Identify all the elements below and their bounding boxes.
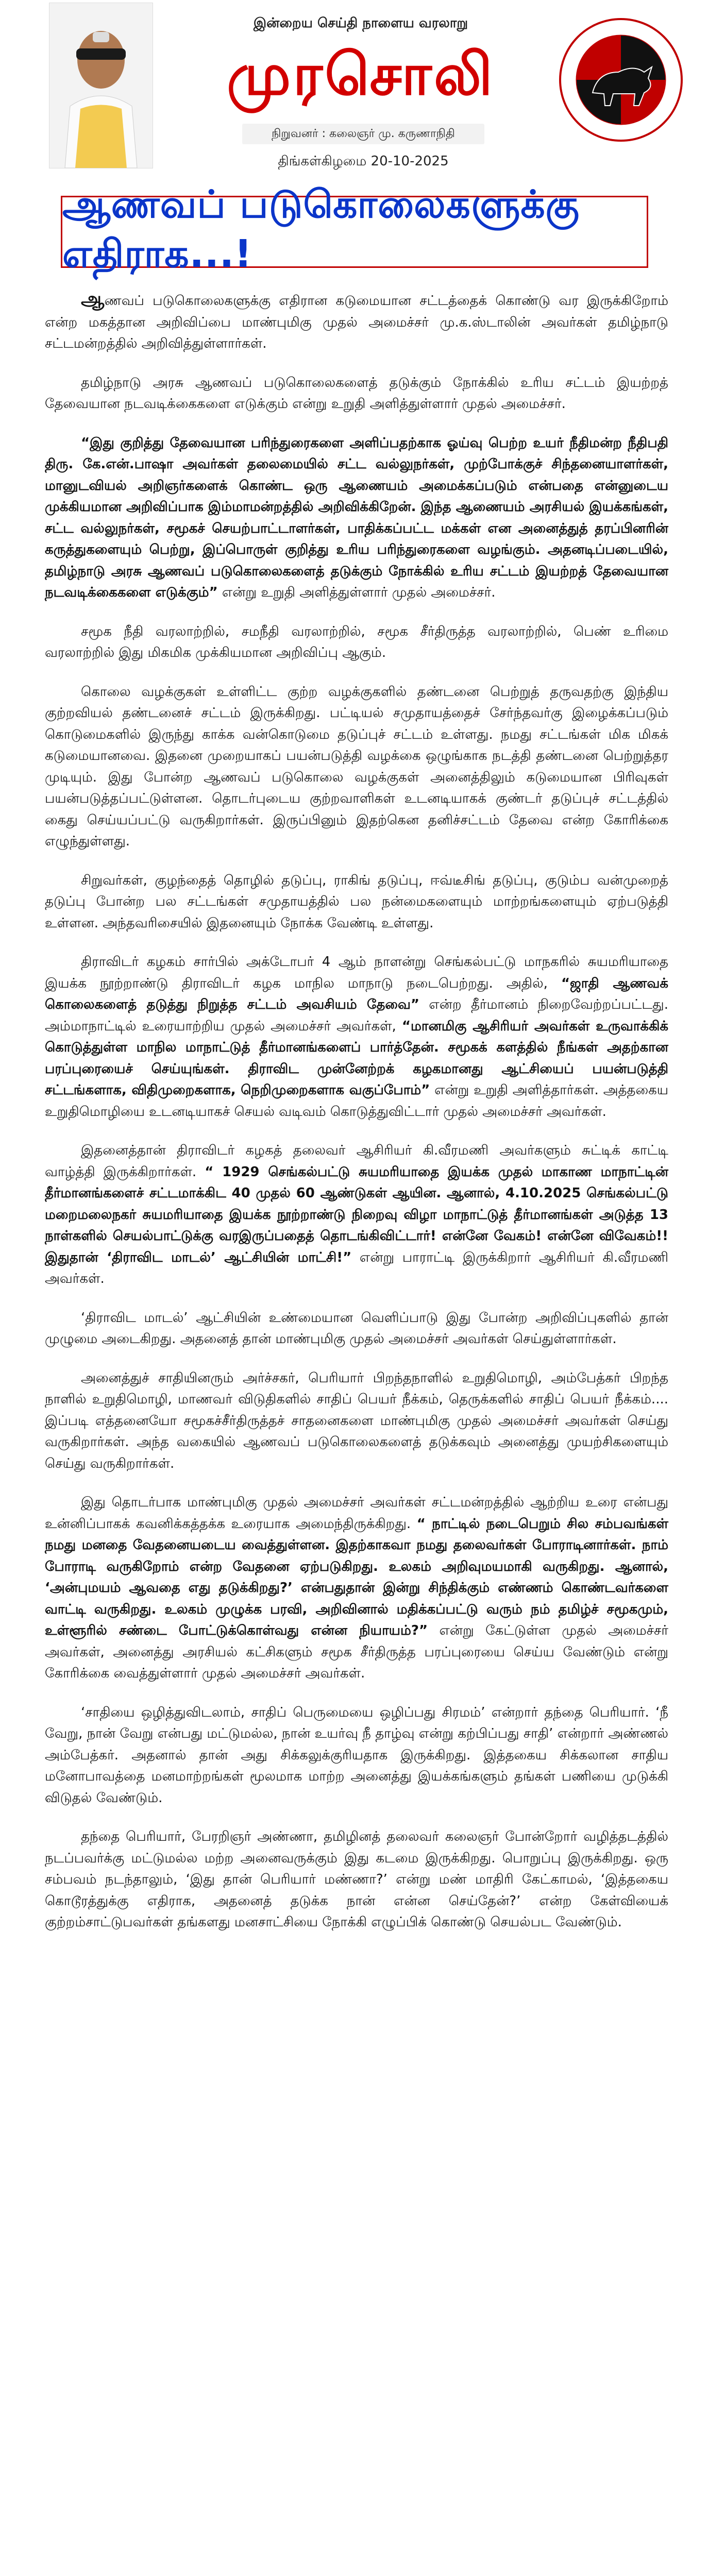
headline-box xyxy=(61,182,648,276)
paragraph-text: ‘திராவிட மாடல்’ ஆட்சியின் உண்மையான வெளிப்பாடு இது போன்ற அறிவிப்புகளில் தான் முழுமை அடைகிறது. அதனைத் தான் மாண்புமிகு முதல் அமைச்சர் அவர்கள் செய்துள்ளார்கள். xyxy=(45,1310,668,1347)
quoted-text: “இது குறித்து தேவையான பரிந்துரைகளை அளிப்பதற்காக ஓய்வு பெற்ற உயர் நீதிமன்ற நீதிபதி திரு. கே.என்.பாஷா அவர்கள் தலைமையில் சட்ட வல்லுநர்கள், முற்போக்குச் சிந்தனையாளர்கள், மானுடவியல் அறிஞர்களைக் கொண்ட ஒரு ஆணையம் அமைக்கப்படும் என்பதை என்னுடைய முக்கியமான அறிவிப்பாக இம்மாமன்றத்தில் அறிவிக்கிறேன். இந்த ஆணையம் அரசியல் இயக்கங்கள், சட்ட வல்லுநர்கள், சமூகச் செயற்பாட்டாளர்கள், பாதிக்கப்பட்ட மக்கள் என அனைத்துத் தரப்பினரின் கருத்துகளையும் பெற்று, இப்பொருள் குறித்து உரிய பரிந்துரைகளை வழங்கும். அதனடிப்படையில், தமிழ்நாடு அரசு ஆணவப் படுகொலைகளைத் தடுக்கும் நோக்கில் உரிய சட்டம் இயற்றத் தேவையான நடவடிக்கைகளை எடுக்கும்” xyxy=(45,435,668,600)
tagline: இன்றைய செய்தி நாளைய வரலாறு xyxy=(253,15,468,31)
article-paragraph xyxy=(45,1368,668,1475)
paragraph-text: இதனைத்தான் திராவிடர் கழகத் தலைவர் ஆசிரியர் கி.வீரமணி அவர்களும் சுட்டிக் காட்டி வாழ்த்தி இருக்கிறார்கள். xyxy=(45,1143,668,1180)
headline: ஆணவப் படுகொலைகளுக்கு எதிராக...! xyxy=(62,182,580,276)
paragraph-text: ணவப் படுகொலைகளுக்கு எதிரான கடுமையான சட்டத்தைக் கொண்டு வர இருக்கிறோம் என்ற மகத்தான அறிவிப்பை மாண்புமிகு முதல் அமைச்சர் மு.க.ஸ்டாலின் அவர்கள் தமிழ்நாடு சட்டமன்றத்தில் அறிவித்துள்ளார்கள். xyxy=(45,293,668,351)
drop-cap: ஆ xyxy=(81,289,105,310)
article-paragraph xyxy=(45,1492,668,1685)
paragraph-text: என்று பாராட்டி இருக்கிறார் ஆசிரியர் கி.வீரமணி அவர்கள். xyxy=(45,1249,668,1286)
paragraph-text: என்று கேட்டுள்ள முதல் அமைச்சர் அவர்கள், அனைத்து அரசியல் கட்சிகளும் சமூக சீர்திருத்த பரப்புரையை செய்ய வேண்டும் என்று கோரிக்கை வைத்துள்ளார் முதல் அமைச்சர் அவர்கள். xyxy=(45,1623,668,1681)
quoted-text: “ நாட்டில் நடைபெறும் சில சம்பவங்கள் நமது மனதை வேதனையடைய வைத்துள்ளன. இதற்காகவா நமது தலைவர்கள் போராடினார்கள். நாம் போராடி வருகிறோம் என்ற வேதனை ஏற்படுகிறது. உலகம் அறிவுமயமாகி வருகிறது. ஆனால், ‘அன்புமயம் ஆவதை எது தடுக்கிறது?’ என்பதுதான் இன்று சிந்திக்கும் எண்ணம் கொண்டவர்களை வாட்டி வருகிறது. உலகம் முழுக்க பரவி, அறிவினால் மதிக்கப்பட்டு வரும் நம் தமிழ்ச் சமூகமும், உள்ளூரில் சண்டை போட்டுக்கொள்வது என்ன நியாயம்?” xyxy=(45,1516,669,1638)
article-paragraph xyxy=(45,433,668,604)
article-paragraph xyxy=(45,1702,668,1809)
founder-line: நிறுவனர் : கலைஞர் மு. கருணாநிதி xyxy=(242,124,484,144)
paragraph-text: தந்தை பெரியார், பேரறிஞர் அண்ணா, தமிழினத் தலைவர் கலைஞர் போன்றோர் வழித்தடத்தில் நடப்பவர்க்கு மட்டுமல்ல மற்ற அனைவருக்கும் இது கடமை இருக்கிறது. பொறுப்பு இருக்கிறது. ஒரு சம்பவம் நடந்தாலும், ‘இது தான் பெரியார் மண்ணா?’ என்று மண் மாதிரி கேட்காமல், ‘இத்தகைய கொடூரத்துக்கு எதிராக, அதனைத் தடுக்க நான் என்ன செய்தேன்?’ என்ற கேள்வியைக் குற்றம்சாட்டுபவர்கள் தங்களது மனசாட்சியை நோக்கி எழுப்பிக் கொண்டு செயல்பட வேண்டும். xyxy=(45,1829,668,1930)
founder-portrait xyxy=(49,3,153,168)
founder-portrait-icon xyxy=(49,3,153,168)
quoted-text: “ 1929 செங்கல்பட்டு சுயமரியாதை இயக்க முதல் மாகாண மாநாட்டின் தீர்மானங்களைச் சட்டமாக்கிட 40 முதல் 60 ஆண்டுகள் ஆயின. ஆனால், 4.10.2025 செங்கல்பட்டு மறைமலைநகர் சுயமரியாதை இயக்க நூற்றாண்டு நிறைவு விழா மாநாட்டுத் தீர்மானங்கள் அடுத்த 13 நாள்களில் செயல்பாட்டுக்கு வரஇருப்பதைத் தொடங்கிவிட்டார்! என்னே வேகம்! என்னே விவேகம்!!இதுதான் ‘திராவிட மாடல்’ ஆட்சியின் மாட்சி!” xyxy=(45,1164,668,1265)
paragraph-text: இது தொடர்பாக மாண்புமிகு முதல் அமைச்சர் அவர்கள் சட்டமன்றத்தில் ஆற்றிய உரை என்பது உன்னிப்பாகக் கவனிக்கத்தக்க உரையாக அமைந்திருக்கிறது. xyxy=(45,1495,668,1532)
paragraph-text: கொலை வழக்குகள் உள்ளிட்ட குற்ற வழக்குகளில் தண்டனை பெற்றுத் தருவதற்கு இந்திய குற்றவியல் தண்டனைச் சட்டம் இருக்கிறது. பட்டியல் சமுதாயத்தைச் சேர்ந்தவர்கு இழைக்கப்படும் கொடுமைகளில் இருந்து காக்க வன்கொடுமை தடுப்புச் சட்டம் உள்ளது. நமது சட்டங்கள் மிக மிகக் கடுமையானவை. இதனை முறையாகப் பயன்படுத்தி வழக்கை ஒழுங்காக நடத்தி தண்டனை பெற்றுத்தர முடியும். இது போன்ற ஆணவப் படுகொலை வழக்குகள் அனைத்திலும் கடுமையான பிரிவுகள் பயன்படுத்தப்பட்டுள்ளன. தொடர்புடைய குற்றவாளிகள் உடனடியாகக் குண்டர் தடுப்புச் சட்டத்தில் கைது செய்யப்பட்டு வருகிறார்கள். இருப்பினும் இதற்கென தனிச்சட்டம் தேவை என்ற கோரிக்கை எழுந்துள்ளது. xyxy=(45,684,668,849)
newspaper-wordmark: முரசொலி xyxy=(227,41,495,108)
quoted-text: “மானமிகு ஆசிரியர் அவர்கள் உருவாக்கிக் கொடுத்துள்ள மாநில மாநாட்டுத் தீர்மானங்களைப் பார்த்தேன். சமூகக் களத்தில் நீங்கள் அதற்கான பரப்புரையைச் செய்யுங்கள். திராவிட முன்னேற்றக் கழகமானது ஆட்சியைப் பயன்படுத்தி சட்டங்களாக, விதிமுறைகளாக, நெறிமுறைகளாக வகுப்போம்” xyxy=(45,1018,668,1098)
article-paragraph xyxy=(45,289,668,355)
article-paragraph xyxy=(45,682,668,853)
article-body xyxy=(45,289,668,1951)
paragraph-text: சிறுவர்கள், குழந்தைத் தொழில் தடுப்பு, ராகிங் தடுப்பு, ஈவ்டீசிங் தடுப்பு, குடும்ப வன்முறைத் தடுப்பு போன்ற பல சட்டங்கள் சமுதாயத்தில் பல நன்மைகளையும் மாற்றங்களையும் ஏற்படுத்தி உள்ளன. அந்தவரிசையில் இதனையும் நோக்க வேண்டி உள்ளது. xyxy=(45,872,668,931)
article-paragraph xyxy=(45,870,668,935)
issue-date: திங்கள்கிழமை 20-10-2025 xyxy=(278,154,449,169)
paragraph-text: அனைத்துச் சாதியினரும் அர்ச்சகர், பெரியார் பிறந்தநாளில் உறுதிமொழி, அம்பேத்கர் பிறந்த நாளில் உறுதிமொழி, மாணவர் விடுதிகளில் சாதிப் பெயர் நீக்கம், தெருக்களில் சாதிப் பெயர் நீக்கம்.... இப்படி எத்தனையோ சமூகச்சீர்திருத்தச் சாதனைகளை மாண்புமிகு முதல் அமைச்சர் அவர்கள் செய்து வருகிறார்கள். அந்த வகையில் ஆணவப் படுகொலைகளைத் தடுக்கவும் அனைத்து முயற்சிகளையும் செய்து வருகிறார்கள். xyxy=(45,1370,668,1471)
article-paragraph xyxy=(45,1140,668,1290)
article-paragraph xyxy=(45,952,668,1123)
masthead xyxy=(0,0,708,170)
paragraph-text: ‘சாதியை ஒழித்துவிடலாம், சாதிப் பெருமையை ஒழிப்பது சிரமம்’ என்றார் தந்தை பெரியார். ‘நீ வேறு, நான் வேறு என்பது மட்டுமல்ல, நான் உயர்வு நீ தாழ்வு என்று கற்பிப்பது சாதி’ என்றார் அண்ணல் அம்பேத்கர். அதனால் தான் அது சிக்கலுக்குரியதாக இருக்கிறது. இத்தகைய சிக்கலான சாதிய மனோபாவத்தை மனமாற்றங்கள் மூலமாக மாற்ற அனைத்து இயக்கங்களும் தங்கள் பணியை முடுக்கி விடுதல் வேண்டும். xyxy=(45,1704,668,1806)
quoted-text: “ஜாதி ஆணவக் கொலைகளைத் தடுத்து நிறுத்த சட்டம் அவசியம் தேவை” xyxy=(45,975,668,1012)
paragraph-text: தமிழ்நாடு அரசு ஆணவப் படுகொலைகளைத் தடுக்கும் நோக்கில் உரிய சட்டம் இயற்றத் தேவையான நடவடிக்கைகளை எடுக்கும் என்று உறுதி அளித்துள்ளார் முதல் அமைச்சர். xyxy=(45,375,668,412)
article-paragraph xyxy=(45,1308,668,1350)
article-paragraph xyxy=(45,621,668,664)
party-emblem xyxy=(557,15,685,144)
paragraph-text: என்று உறுதி அளித்துள்ளார் முதல் அமைச்சர். xyxy=(217,585,496,600)
paragraph-text: சமூக நீதி வரலாற்றில், சமநீதி வரலாற்றில், சமூக சீர்திருத்த வரலாற்றில், பெண் உரிமை வரலாற்றில் இது மிகமிக முக்கியமான அறிவிப்பு ஆகும். xyxy=(45,623,668,660)
article-paragraph xyxy=(45,372,668,415)
party-emblem-icon xyxy=(557,15,685,144)
paragraph-text: என்ற தீர்மானம் நிறைவேற்றப்பட்டது. அம்மாநாட்டில் உரையாற்றிய முதல் அமைச்சர் அவர்கள், xyxy=(45,997,668,1034)
article-paragraph xyxy=(45,1826,668,1934)
paragraph-text: திராவிடர் கழகம் சார்பில் அக்டோபர் 4 ஆம் நாளன்று செங்கல்பட்டு மாநகரில் சுயமரியாதை இயக்க நூற்றாண்டு திராவிடர் கழக மாநில மாநாடு நடைபெற்றது. அதில், xyxy=(45,954,668,991)
paragraph-text: என்று உறுதி அளித்தார்கள். அத்தகைய உறுதிமொழியை உடனடியாகச் செயல் வடிவம் கொடுத்துவிட்டார் முதல் அமைச்சர் அவர்கள். xyxy=(45,1082,668,1120)
